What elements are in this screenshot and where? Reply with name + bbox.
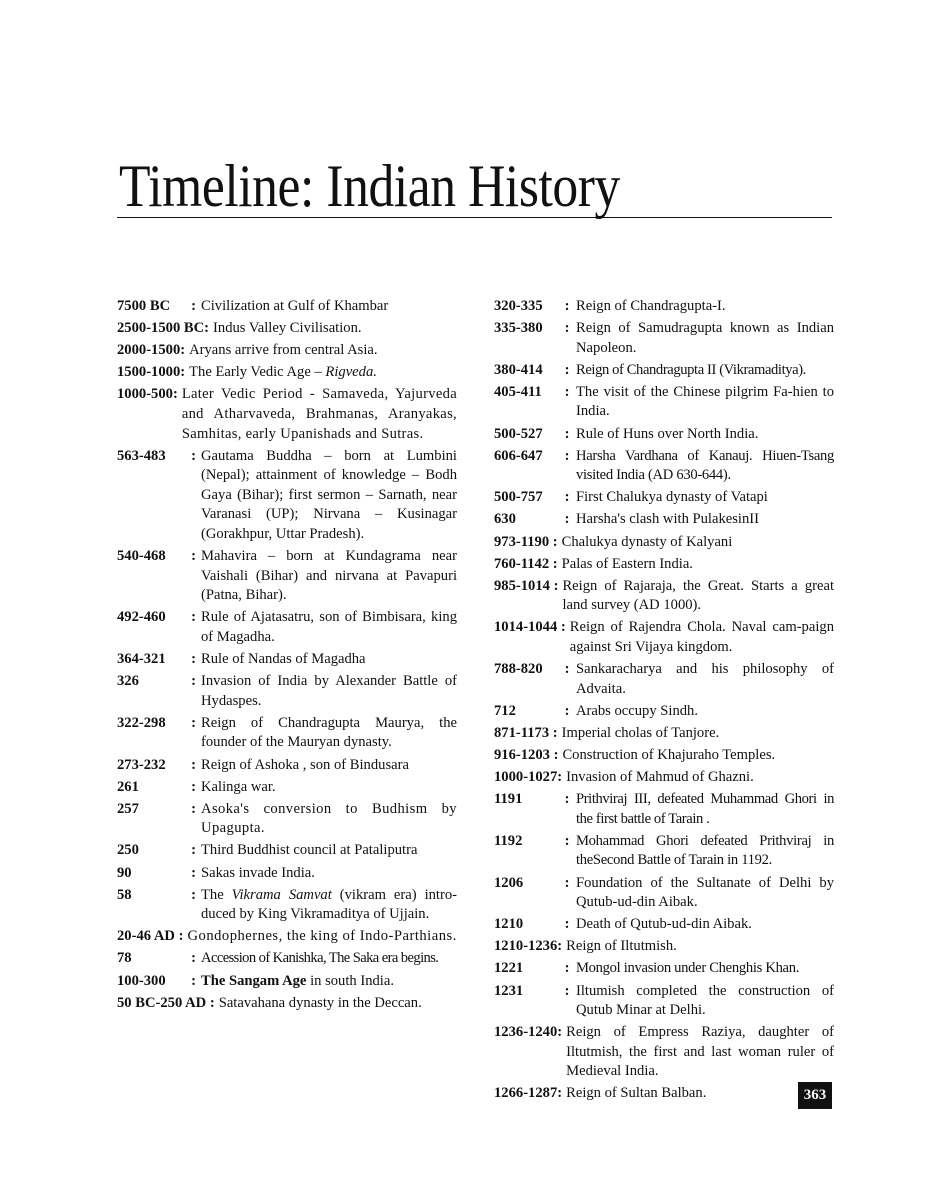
timeline-entry	[494, 702, 834, 722]
entry-text: in south India.	[306, 972, 394, 989]
entry-separator: :	[564, 960, 570, 977]
entry-date: 871-1173 :	[494, 724, 558, 741]
entry-text: Chalukya dynasty of Kalyani	[561, 533, 733, 550]
timeline-entry	[494, 724, 834, 744]
entry-date: 335-380	[494, 320, 543, 337]
entry-text: The visit of the Chinese pilgrim Fa-hien to India.	[576, 383, 834, 420]
entry-date: 320-335	[494, 298, 543, 314]
entry-text: Foundation of the Sultanate of Delhi by Qutub-ud-din Aibak.	[576, 874, 834, 911]
entry-text: Death of Qutub-ud-din Aibak.	[576, 916, 752, 933]
timeline-entry	[494, 790, 834, 829]
entry-date: 1500-1000:	[117, 364, 186, 381]
entry-date: 250	[117, 842, 139, 859]
entry-text: Reign of Rajaraja, the Great. Starts a great land survey (AD 1000).	[562, 577, 834, 614]
timeline-entry	[494, 746, 834, 766]
entry-text: Aryans arrive from central Asia.	[189, 342, 378, 359]
entry-text: Mahavira – born at Kundagrama near Vaishali (Bihar) and nirvana at Pavapuri (Patna, Bihar).	[201, 548, 457, 604]
entry-date: 1000-1027:	[494, 769, 563, 786]
entry-separator: :	[564, 916, 570, 933]
entry-date: 1206	[494, 874, 524, 891]
timeline-entry	[117, 341, 457, 361]
entry-text: Satavahana dynasty in the Deccan.	[218, 994, 422, 1011]
entry-date: 322-298	[117, 714, 166, 731]
entry-date: 1192	[494, 832, 523, 849]
entry-text-lead: The	[201, 886, 232, 903]
entry-text: Civilization at Gulf of Khambar	[201, 298, 389, 314]
timeline-entry	[494, 319, 834, 358]
entry-separator: :	[564, 702, 570, 719]
timeline-entry	[117, 672, 457, 711]
entry-separator: :	[564, 832, 570, 849]
entry-text: Mohammad Ghori defeated Prithviraj in theSecond Battle of Tarain in 1192.	[576, 832, 834, 869]
timeline-entry	[494, 510, 834, 530]
timeline-entry	[494, 1084, 834, 1104]
entry-text: First Chalukya dynasty of Vatapi	[576, 489, 768, 506]
timeline-entry	[117, 927, 457, 947]
entry-date: 326	[117, 673, 139, 690]
entry-text: Arabs occupy Sindh.	[576, 702, 699, 719]
timeline-entry	[117, 714, 457, 753]
timeline-entry	[117, 319, 457, 339]
timeline-entry	[494, 660, 834, 699]
timeline-entry	[494, 874, 834, 913]
timeline-entry	[117, 297, 457, 317]
entry-separator: :	[191, 714, 196, 731]
entry-date: 1210	[494, 916, 524, 933]
entry-text: The Early Vedic Age –	[189, 364, 326, 381]
entry-text: Reign of Sultan Balban.	[566, 1085, 707, 1102]
entry-date: 90	[117, 864, 132, 881]
entry-separator: :	[564, 982, 570, 999]
page-number: 363	[798, 1082, 832, 1109]
entry-text: Invasion of India by Alexander Battle of Hydaspes.	[201, 673, 457, 709]
entry-separator: :	[191, 298, 196, 314]
entry-text: Harsha's clash with PulakesinII	[576, 511, 759, 528]
entry-text: Accession of Kanishka, The Saka era begins.	[201, 950, 439, 967]
entry-text: Mongol invasion under Chenghis Khan.	[576, 960, 800, 977]
entry-separator: :	[191, 548, 196, 565]
entry-date: 257	[117, 800, 139, 817]
entry-date: 380-414	[494, 361, 543, 378]
timeline-entry	[117, 778, 457, 798]
entry-separator: :	[191, 950, 196, 967]
timeline-entry	[117, 994, 457, 1014]
entry-text: Invasion of Mahmud of Ghazni.	[566, 769, 754, 786]
entry-separator: :	[191, 756, 196, 773]
timeline-entry	[494, 618, 834, 657]
entry-text: Reign of Chandragupta II (Vikramaditya).	[576, 361, 806, 378]
entry-text: Reign of Chandragupta Maurya, the founder of the Mauryan dynasty.	[201, 714, 457, 751]
timeline-entry	[117, 841, 457, 861]
entry-date: 261	[117, 778, 139, 795]
entry-text-italic: Rigveda.	[325, 364, 377, 381]
timeline-entry	[117, 363, 457, 383]
entry-text: Reign of Rajendra Chola. Naval cam-paign against Sri Vijaya kingdom.	[569, 619, 834, 655]
entry-separator: :	[564, 791, 570, 808]
timeline-entry	[117, 756, 457, 776]
timeline-entry	[494, 768, 834, 788]
entry-separator: :	[564, 320, 570, 337]
entry-date: 1191	[494, 791, 523, 808]
timeline-entry	[117, 547, 457, 606]
entry-separator: :	[191, 778, 196, 795]
entry-text-wrap	[189, 363, 457, 383]
entry-text: Third Buddhist council at Pataliputra	[201, 842, 418, 859]
entry-date: 1210-1236:	[494, 938, 563, 955]
entry-text: Prithviraj III, defeated Muhammad Ghori in the first battle of Tarain .	[576, 791, 834, 827]
entry-date: 50 BC-250 AD :	[117, 994, 215, 1011]
timeline-entry	[494, 383, 834, 422]
entry-date: 788-820	[494, 661, 543, 678]
entry-date: 1236-1240:	[494, 1024, 563, 1041]
entry-date: 273-232	[117, 756, 166, 773]
entry-date: 1000-500:	[117, 386, 178, 403]
timeline-entry	[117, 608, 457, 647]
entry-text: Rule of Nandas of Magadha	[201, 651, 366, 668]
entry-separator: :	[564, 361, 570, 378]
entry-separator: :	[191, 886, 196, 903]
entry-text: Reign of Empress Raziya, daughter of Iltutmish, the first and last woman ruler of Medieval India.	[566, 1024, 834, 1080]
entry-text-bold: The Sangam Age	[201, 972, 307, 989]
entry-separator: :	[564, 511, 570, 528]
entry-separator: :	[564, 298, 570, 314]
entry-date: 916-1203 :	[494, 746, 559, 763]
entry-text: Indus Valley Civilisation.	[213, 320, 362, 337]
entry-separator: :	[191, 972, 196, 989]
entry-separator: :	[564, 383, 570, 400]
entry-date: 20-46 AD :	[117, 928, 184, 945]
entry-text: Rule of Ajatasatru, son of Bimbisara, king of Magadha.	[201, 609, 457, 645]
entry-separator: :	[191, 864, 196, 881]
timeline-entry	[494, 959, 834, 979]
entry-date: 606-647	[494, 447, 543, 464]
timeline-left-column	[117, 297, 457, 1016]
timeline-entry	[494, 555, 834, 575]
entry-date: 563-483	[117, 447, 166, 464]
entry-text-wrap	[201, 972, 457, 992]
timeline-entry	[494, 425, 834, 445]
entry-date: 100-300	[117, 972, 166, 989]
entry-separator: :	[191, 673, 196, 690]
entry-text: Sankaracharya and his philosophy of Advaita.	[576, 661, 834, 697]
entry-text: Harsha Vardhana of Kanauj. Hiuen-Tsang visited India (AD 630-644).	[576, 447, 834, 484]
entry-separator: :	[564, 425, 570, 442]
timeline-entry	[117, 385, 457, 444]
timeline-entry	[117, 447, 457, 545]
entry-date: 760-1142 :	[494, 555, 558, 572]
entry-text: Later Vedic Period - Samaveda, Yajurveda and Atharvaveda, Brahmanas, Aranyakas, Samhitas, early Upanishads and Sutras.	[181, 386, 457, 442]
entry-date: 540-468	[117, 548, 166, 565]
timeline-entry	[494, 937, 834, 957]
page-title: Timeline: Indian History	[119, 153, 620, 219]
entry-date: 500-527	[494, 425, 543, 442]
entry-text: Reign of Iltutmish.	[566, 938, 677, 955]
entry-text: Palas of Eastern India.	[561, 555, 693, 572]
entry-separator: :	[191, 651, 196, 668]
entry-date: 1014-1044 :	[494, 619, 566, 636]
entry-text: Reign of Samudragupta known as Indian Napoleon.	[576, 320, 834, 356]
entry-text: Reign of Ashoka , son of Bindusara	[201, 756, 409, 773]
timeline-entry	[117, 650, 457, 670]
timeline-entry	[494, 1023, 834, 1082]
entry-date: 58	[117, 886, 132, 903]
timeline-entry	[494, 915, 834, 935]
timeline-entry	[494, 447, 834, 486]
entry-separator: :	[191, 800, 196, 817]
entry-text: Sakas invade India.	[201, 864, 315, 881]
entry-separator: :	[564, 489, 570, 506]
entry-text-italic: Vikrama Samvat	[231, 886, 332, 903]
timeline-entry	[494, 832, 834, 871]
entry-text: (vikram era) intro-duced by King Vikramaditya of Ujjain.	[201, 886, 458, 923]
entry-date: 1231	[494, 982, 524, 999]
entry-separator: :	[564, 447, 570, 464]
entry-date: 364-321	[117, 651, 166, 668]
timeline-entry	[117, 972, 457, 992]
timeline-entry	[117, 949, 457, 969]
timeline-entry	[494, 297, 834, 317]
entry-date: 712	[494, 702, 516, 719]
entry-date: 2000-1500:	[117, 342, 186, 359]
entry-date: 1266-1287:	[494, 1085, 563, 1102]
entry-text: Gondophernes, the king of Indo-Parthians.	[187, 928, 457, 945]
timeline-right-column	[494, 297, 834, 1107]
entry-text: Construction of Khajuraho Temples.	[562, 746, 776, 763]
entry-date: 1221	[494, 960, 524, 977]
entry-text-wrap	[201, 886, 457, 925]
entry-text: Reign of Chandragupta-I.	[576, 298, 726, 314]
entry-text: Gautama Buddha – born at Lumbini (Nepal); attainment of knowledge – Bodh Gaya (Bihar); first sermon – Sarnath, near Varanasi (UP); Nirvana – Kusinagar (Gorakhpur, Uttar Pradesh).	[201, 447, 457, 543]
entry-text: Kalinga war.	[201, 778, 276, 795]
entry-date: 405-411	[494, 383, 542, 400]
entry-separator: :	[564, 661, 570, 678]
entry-separator: :	[564, 874, 570, 891]
entry-text: Asoka's conversion to Budhism by Upagupta.	[201, 800, 457, 837]
timeline-entry	[117, 800, 457, 839]
entry-separator: :	[191, 842, 196, 859]
timeline-entry	[494, 361, 834, 381]
timeline-entry	[117, 864, 457, 884]
entry-date: 985-1014 :	[494, 577, 559, 594]
entry-date: 7500 BC	[117, 298, 171, 314]
timeline-entry	[494, 577, 834, 616]
entry-text: Imperial cholas of Tanjore.	[561, 724, 720, 741]
entry-separator: :	[191, 609, 196, 626]
entry-date: 492-460	[117, 609, 166, 626]
entry-date: 973-1190 :	[494, 533, 558, 550]
entry-date: 500-757	[494, 489, 543, 506]
entry-text: Rule of Huns over North India.	[576, 425, 759, 442]
timeline-entry	[494, 488, 834, 508]
entry-date: 78	[117, 950, 132, 967]
entry-date: 630	[494, 511, 516, 528]
timeline-entry	[117, 886, 457, 925]
entry-date: 2500-1500 BC:	[117, 320, 210, 337]
timeline-entry	[494, 533, 834, 553]
timeline-entry	[494, 982, 834, 1021]
entry-text: Iltumish completed the construction of Qutub Minar at Delhi.	[576, 982, 834, 1019]
entry-separator: :	[191, 447, 196, 464]
title-rule	[117, 217, 832, 218]
